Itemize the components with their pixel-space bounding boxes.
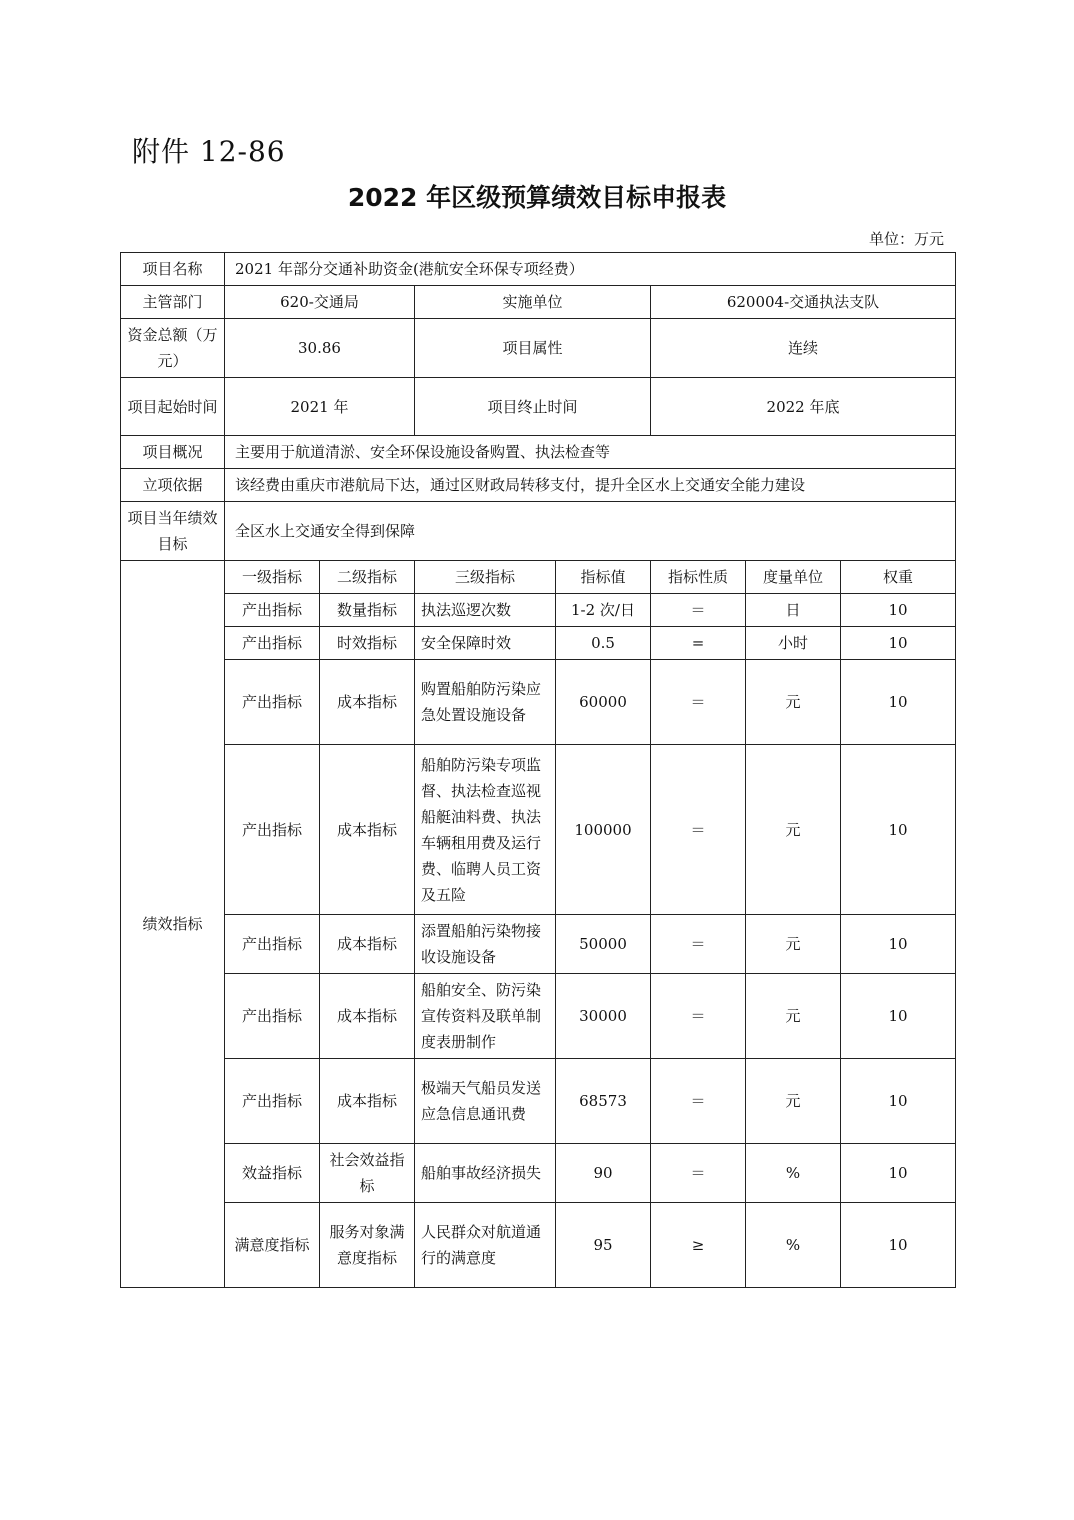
dept-label: 主管部门 xyxy=(121,286,225,319)
row-unit: 元 xyxy=(746,974,841,1059)
basis-label: 立项依据 xyxy=(121,469,225,502)
row-nature: ＝ xyxy=(651,1059,746,1144)
end-label: 项目终止时间 xyxy=(415,378,651,436)
basis-value: 该经费由重庆市港航局下达，通过区财政局转移支付，提升全区水上交通安全能力建设 xyxy=(225,469,956,502)
row-l1: 产出指标 xyxy=(225,915,320,974)
row-l1: 效益指标 xyxy=(225,1144,320,1203)
indicator-row xyxy=(121,1203,956,1288)
goal-label: 项目当年绩效目标 xyxy=(121,502,225,561)
row-nature: ＝ xyxy=(651,745,746,915)
row-nature: ＝ xyxy=(651,594,746,627)
row-weight: 10 xyxy=(841,745,956,915)
indicators-section-label: 绩效指标 xyxy=(121,561,225,1288)
row-unit: 日 xyxy=(746,594,841,627)
row-weight: 10 xyxy=(841,974,956,1059)
indicator-row xyxy=(121,1144,956,1203)
row-l3: 添置船舶污染物接收设施设备 xyxy=(415,915,556,974)
header-l2: 二级指标 xyxy=(320,561,415,594)
row-unit: 元 xyxy=(746,915,841,974)
row-nature: ＝ xyxy=(651,915,746,974)
row-unit: 元 xyxy=(746,745,841,915)
row-l3: 人民群众对航道通行的满意度 xyxy=(415,1203,556,1288)
row-weight: 10 xyxy=(841,594,956,627)
overview-value: 主要用于航道清淤、安全环保设施设备购置、执法检查等 xyxy=(225,436,956,469)
budget-table xyxy=(120,252,956,1288)
row-unit: 元 xyxy=(746,1059,841,1144)
row-l1: 产出指标 xyxy=(225,627,320,660)
header-unit: 度量单位 xyxy=(746,561,841,594)
row-weight: 10 xyxy=(841,660,956,745)
row-unit: % xyxy=(746,1203,841,1288)
row-l3: 执法巡逻次数 xyxy=(415,594,556,627)
row-l3: 船舶事故经济损失 xyxy=(415,1144,556,1203)
row-unit: 小时 xyxy=(746,627,841,660)
start-value: 2021 年 xyxy=(225,378,415,436)
row-l2: 成本指标 xyxy=(320,1059,415,1144)
indicator-row xyxy=(121,745,956,915)
attr-label: 项目属性 xyxy=(415,319,651,378)
attachment-label: 附件 12-86 xyxy=(132,135,286,168)
project-name-value: 2021 年部分交通补助资金(港航安全环保专项经费） xyxy=(225,253,956,286)
dept-value: 620-交通局 xyxy=(225,286,415,319)
row-value: 30000 xyxy=(556,974,651,1059)
row-l2: 服务对象满意度指标 xyxy=(320,1203,415,1288)
row-weight: 10 xyxy=(841,1203,956,1288)
impl-label: 实施单位 xyxy=(415,286,651,319)
indicator-row xyxy=(121,627,956,660)
row-l2: 成本指标 xyxy=(320,660,415,745)
indicator-row xyxy=(121,594,956,627)
row-l3: 安全保障时效 xyxy=(415,627,556,660)
row-l2: 成本指标 xyxy=(320,974,415,1059)
row-l1: 产出指标 xyxy=(225,974,320,1059)
row-weight: 10 xyxy=(841,1144,956,1203)
row-value: 95 xyxy=(556,1203,651,1288)
row-l1: 产出指标 xyxy=(225,594,320,627)
row-weight: 10 xyxy=(841,627,956,660)
row-l1: 产出指标 xyxy=(225,1059,320,1144)
row-nature: ＝ xyxy=(651,1144,746,1203)
indicator-row xyxy=(121,974,956,1059)
row-value: 50000 xyxy=(556,915,651,974)
header-nature: 指标性质 xyxy=(651,561,746,594)
row-value: 90 xyxy=(556,1144,651,1203)
header-weight: 权重 xyxy=(841,561,956,594)
row-nature: ≥ xyxy=(651,1203,746,1288)
row-value: 1-2 次/日 xyxy=(556,594,651,627)
row-l1: 产出指标 xyxy=(225,660,320,745)
row-value: 60000 xyxy=(556,660,651,745)
header-value: 指标值 xyxy=(556,561,651,594)
row-l1: 产出指标 xyxy=(225,745,320,915)
indicator-row xyxy=(121,660,956,745)
row-weight: 10 xyxy=(841,1059,956,1144)
project-name-label: 项目名称 xyxy=(121,253,225,286)
header-l3: 三级指标 xyxy=(415,561,556,594)
unit-label: 单位：万元 xyxy=(868,230,944,248)
goal-value: 全区水上交通安全得到保障 xyxy=(225,502,956,561)
indicator-row xyxy=(121,915,956,974)
row-nature: = xyxy=(651,627,746,660)
impl-value: 620004-交通执法支队 xyxy=(651,286,956,319)
row-nature: ＝ xyxy=(651,660,746,745)
row-l3: 极端天气船员发送应急信息通讯费 xyxy=(415,1059,556,1144)
fund-label: 资金总额（万元） xyxy=(121,319,225,378)
fund-value: 30.86 xyxy=(225,319,415,378)
row-l3: 船舶安全、防污染宣传资料及联单制度表册制作 xyxy=(415,974,556,1059)
end-value: 2022 年底 xyxy=(651,378,956,436)
row-l2: 社会效益指标 xyxy=(320,1144,415,1203)
row-l3: 购置船舶防污染应急处置设施设备 xyxy=(415,660,556,745)
row-l1: 满意度指标 xyxy=(225,1203,320,1288)
row-l2: 数量指标 xyxy=(320,594,415,627)
page-title: 2022 年区级预算绩效目标申报表 xyxy=(347,183,727,212)
overview-label: 项目概况 xyxy=(121,436,225,469)
row-l2: 时效指标 xyxy=(320,627,415,660)
header-l1: 一级指标 xyxy=(225,561,320,594)
row-unit: 元 xyxy=(746,660,841,745)
row-value: 0.5 xyxy=(556,627,651,660)
indicator-row xyxy=(121,1059,956,1144)
row-l3: 船舶防污染专项监督、执法检查巡视船艇油料费、执法车辆租用费及运行费、临聘人员工资及五险 xyxy=(415,745,556,915)
row-nature: ＝ xyxy=(651,974,746,1059)
row-value: 68573 xyxy=(556,1059,651,1144)
row-unit: % xyxy=(746,1144,841,1203)
row-l2: 成本指标 xyxy=(320,745,415,915)
row-value: 100000 xyxy=(556,745,651,915)
start-label: 项目起始时间 xyxy=(121,378,225,436)
row-weight: 10 xyxy=(841,915,956,974)
attr-value: 连续 xyxy=(651,319,956,378)
row-l2: 成本指标 xyxy=(320,915,415,974)
